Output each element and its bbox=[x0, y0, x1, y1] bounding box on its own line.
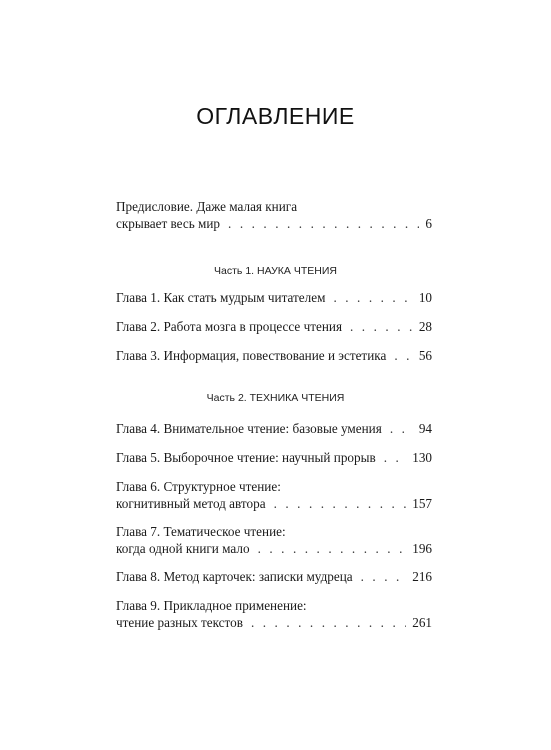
dot-leader bbox=[258, 540, 407, 557]
dot-leader bbox=[251, 614, 406, 631]
toc-entry-chapter-2[interactable] bbox=[116, 318, 432, 335]
toc-entry-text-line1: Предисловие. Даже малая книга bbox=[116, 199, 298, 214]
toc-entry-chapter-6[interactable] bbox=[116, 478, 432, 512]
dot-leader bbox=[361, 568, 407, 585]
toc-entry-text: Глава 8. Метод карточек: записки мудреца bbox=[116, 569, 353, 584]
toc-entry-preface[interactable] bbox=[116, 198, 432, 232]
page-number: 10 bbox=[418, 290, 432, 305]
dot-leader bbox=[350, 318, 413, 335]
toc-entry-text-line1: Глава 7. Тематическое чтение: bbox=[116, 524, 286, 539]
toc-entry-text-line2: когнитивный метод автора bbox=[116, 496, 266, 511]
toc-entry-chapter-8[interactable] bbox=[116, 568, 432, 585]
toc-entry-text: Глава 5. Выборочное чтение: научный прорыв bbox=[116, 450, 376, 465]
toc-entry-chapter-4[interactable] bbox=[116, 420, 432, 437]
dot-leader bbox=[384, 449, 407, 466]
toc-entry-chapter-7[interactable] bbox=[116, 523, 432, 557]
part-heading-2: Часть 2. ТЕХНИКА ЧТЕНИЯ bbox=[206, 392, 345, 404]
dot-leader bbox=[274, 495, 407, 512]
dot-leader bbox=[390, 420, 413, 437]
page-number: 216 bbox=[412, 569, 432, 584]
toc-entry-text-line2: скрывает весь мир bbox=[116, 216, 221, 231]
page-number: 28 bbox=[418, 319, 432, 334]
toc-entry-text: Глава 4. Внимательное чтение: базовые умения bbox=[116, 421, 382, 436]
toc-entry-chapter-9[interactable] bbox=[116, 597, 432, 631]
toc-entry-text: Глава 1. Как стать мудрым читателем bbox=[116, 290, 326, 305]
page-number: 56 bbox=[418, 348, 432, 363]
toc-entry-text: Глава 2. Работа мозга в процессе чтения bbox=[116, 319, 343, 334]
toc-entry-chapter-5[interactable] bbox=[116, 449, 432, 466]
toc-entry-text-line1: Глава 9. Прикладное применение: bbox=[116, 598, 307, 613]
page-number: 157 bbox=[412, 496, 432, 511]
page-number: 130 bbox=[412, 450, 432, 465]
page-number: 94 bbox=[418, 421, 432, 436]
toc-entry-text-line2: чтение разных текстов bbox=[116, 615, 243, 630]
toc-entry-chapter-3[interactable] bbox=[116, 347, 432, 364]
toc-entry-text-line2: когда одной книги мало bbox=[116, 541, 250, 556]
dot-leader bbox=[333, 289, 412, 306]
page-number: 261 bbox=[412, 615, 432, 630]
toc-entry-text: Глава 3. Информация, повествование и эстетика bbox=[116, 348, 387, 363]
dot-leader bbox=[228, 215, 419, 232]
toc-entry-text-line1: Глава 6. Структурное чтение: bbox=[116, 479, 281, 494]
dot-leader bbox=[394, 347, 412, 364]
part-heading-1: Часть 1. НАУКА ЧТЕНИЯ bbox=[214, 265, 337, 277]
page-title: ОГЛАВЛЕНИЕ bbox=[196, 103, 355, 129]
page-number: 6 bbox=[425, 216, 432, 231]
toc-entry-chapter-1[interactable] bbox=[116, 289, 432, 306]
page-number: 196 bbox=[412, 541, 432, 556]
